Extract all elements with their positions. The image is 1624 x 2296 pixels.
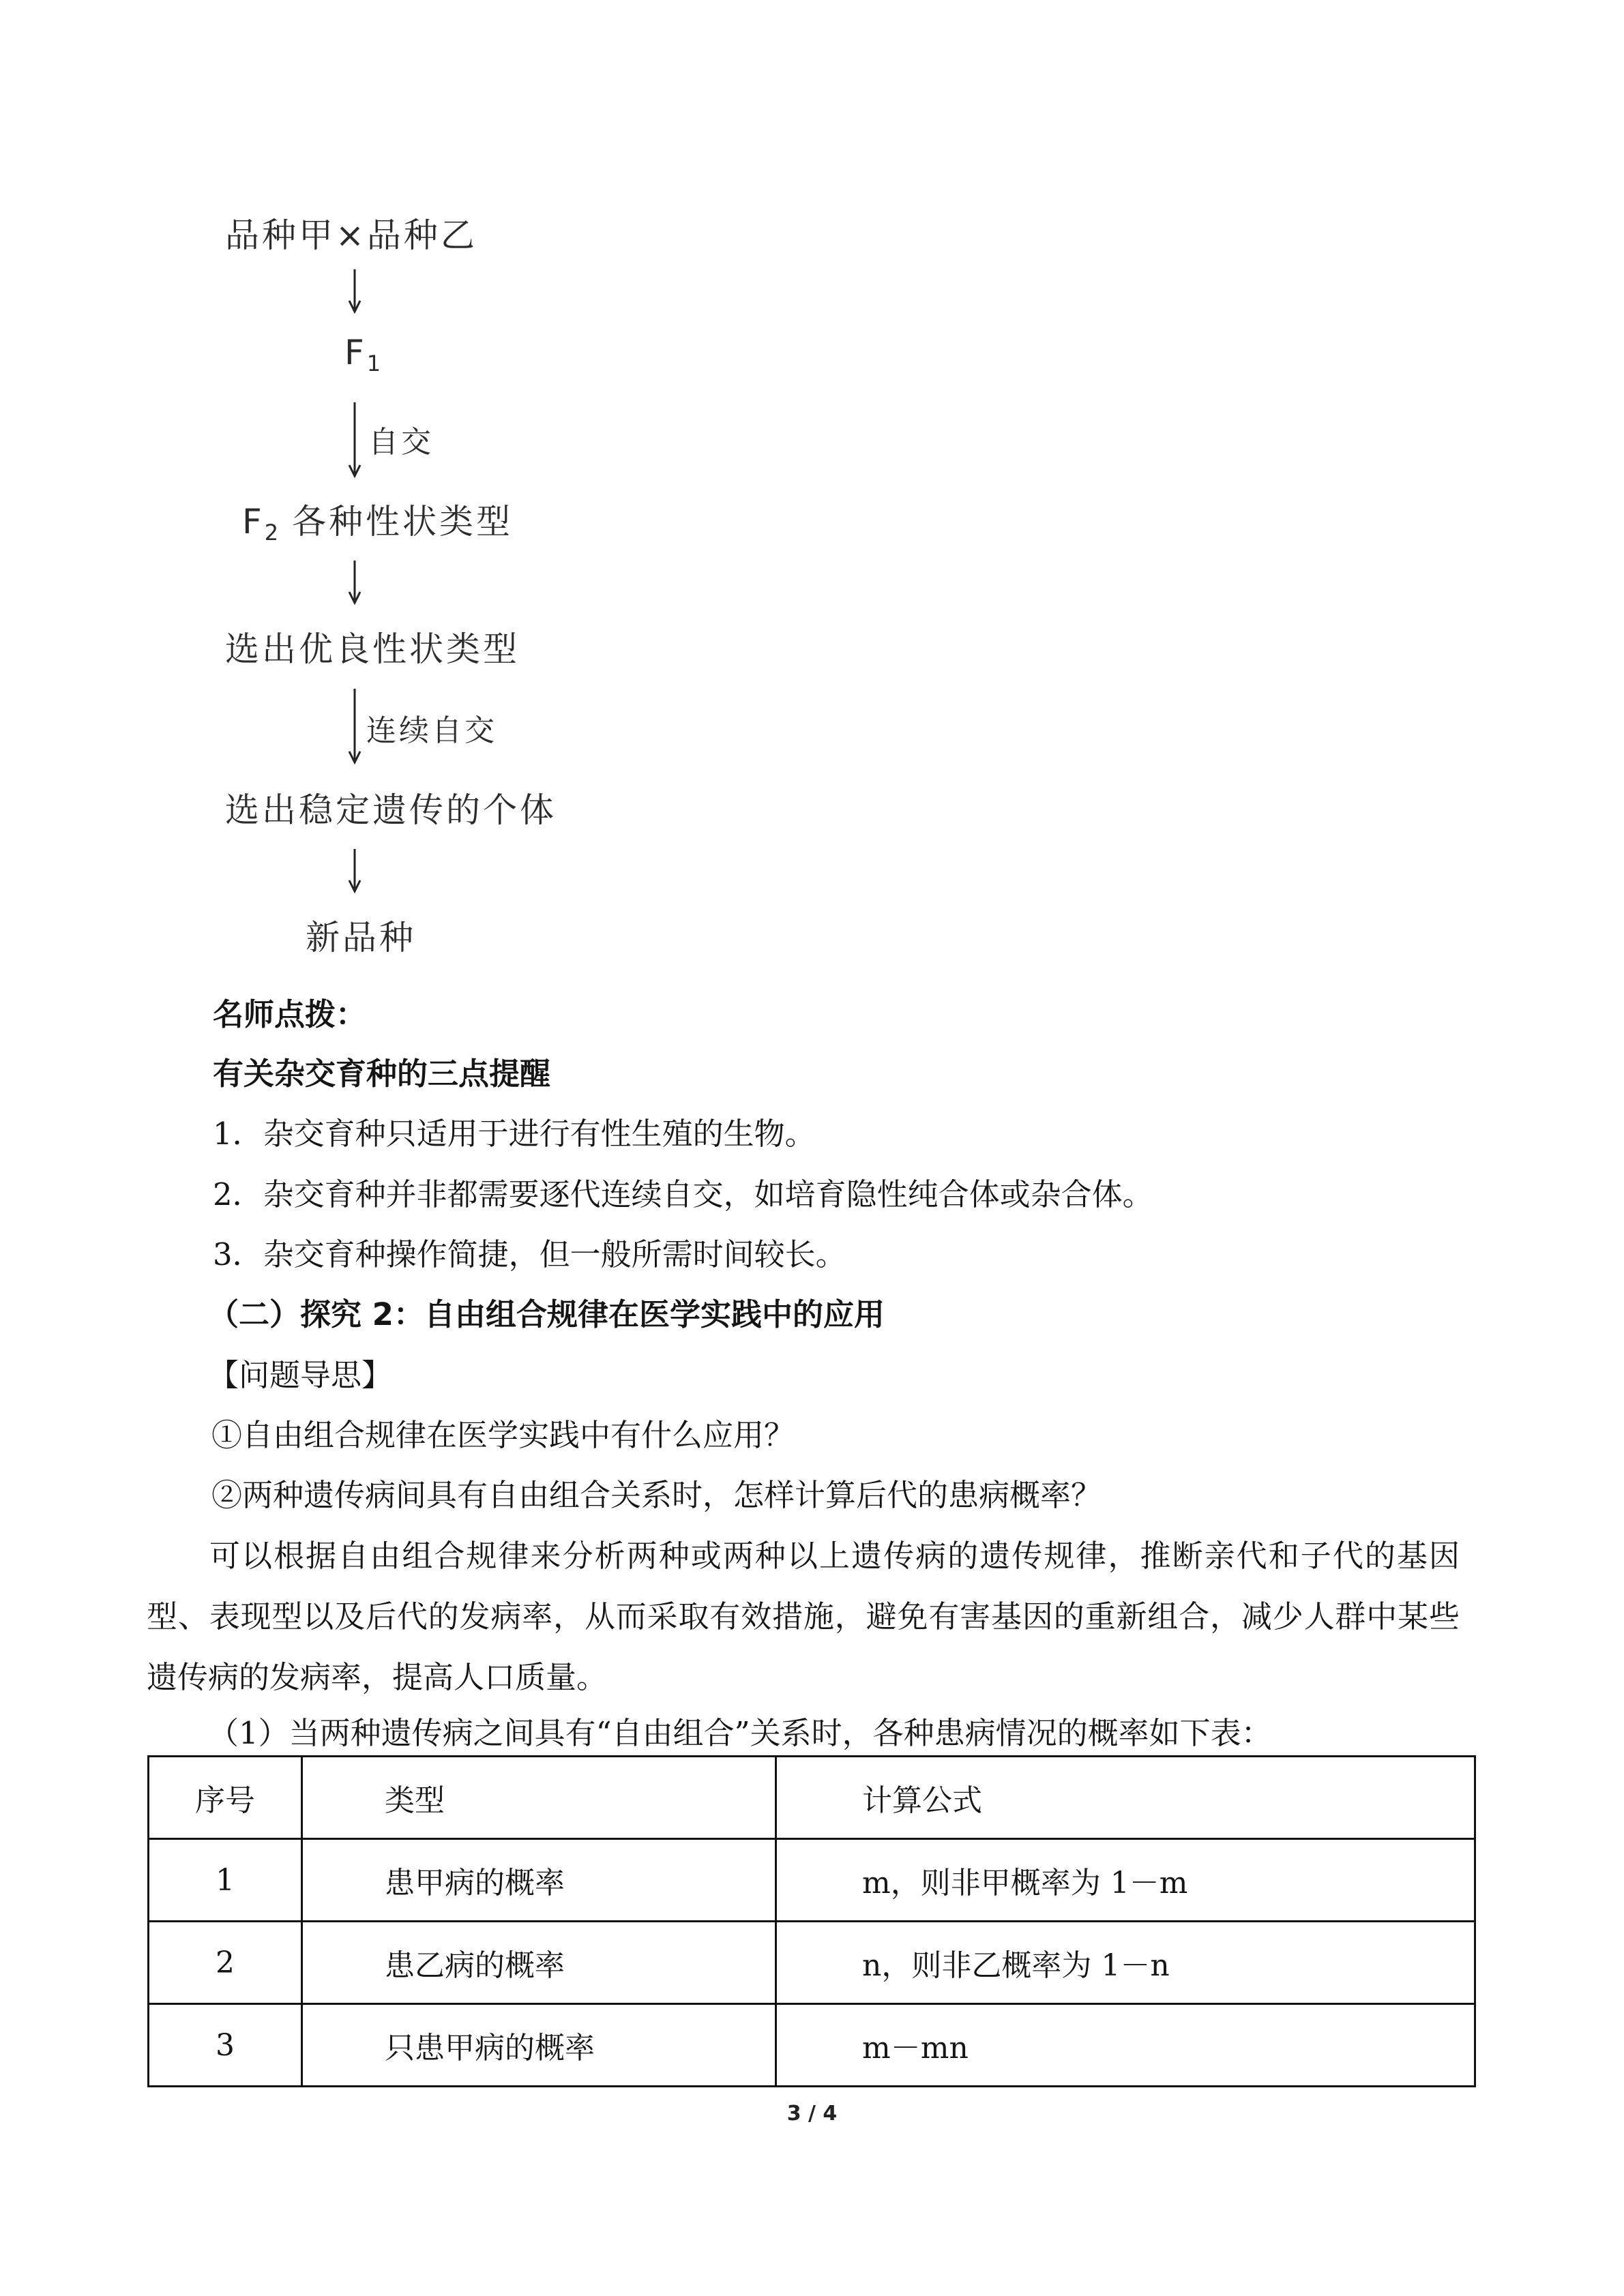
tips-subheading: 有关杂交育种的三点提醒 <box>213 1056 551 1092</box>
flow-select-stable: 选出稳定遗传的个体 <box>225 790 557 830</box>
header-index: 序号 <box>149 1757 302 1839</box>
explanation-paragraph: 可以根据自由组合规律来分析两种或两种以上遗传病的遗传规律，推断亲代和子代的基因型、表现型以及后代的发病率，从而采取有效措施，避免有害基因的重新组合，减少人群中某些遗传病的发病率，提高人口质量。 <box>147 1538 1460 1695</box>
cell-index: 3 <box>149 2004 302 2087</box>
flow-select-superior: 选出优良性状类型 <box>225 629 520 669</box>
header-formula: 计算公式 <box>776 1757 1475 1839</box>
cell-type: 患甲病的概率 <box>302 1839 776 1922</box>
down-arrow-icon <box>341 689 368 764</box>
f2-subscript: 2 <box>264 520 279 546</box>
cell-formula: m，则非甲概率为 1－m <box>776 1839 1475 1922</box>
question-guide-heading: 【问题导思】 <box>208 1357 393 1393</box>
table-row <box>149 1922 1475 2004</box>
f2-text: 各种性状类型 <box>278 502 514 541</box>
probability-table <box>147 1755 1476 2087</box>
down-arrow-icon <box>341 269 368 313</box>
table-row <box>149 1839 1475 1922</box>
tip-item-1: 1．杂交育种只适用于进行有性生殖的生物。 <box>213 1116 816 1152</box>
table-row <box>149 2004 1475 2087</box>
table-intro: （1）当两种遗传病之间具有“自由组合”关系时，各种患病情况的概率如下表： <box>208 1715 1272 1751</box>
flow-f2 <box>242 494 513 546</box>
page-number: 3 / 4 <box>786 2102 838 2126</box>
cell-type: 只患甲病的概率 <box>302 2004 776 2087</box>
tip-item-3: 3．杂交育种操作简捷，但一般所需时间较长。 <box>213 1236 846 1272</box>
guide-question-2: ②两种遗传病间具有自由组合关系时，怎样计算后代的患病概率？ <box>211 1477 1102 1513</box>
f1-letter: F <box>344 333 367 372</box>
flow-step-selfing: 自交 <box>368 425 434 460</box>
f1-subscript: 1 <box>366 351 381 376</box>
tips-heading: 名师点拨： <box>213 996 367 1032</box>
guide-question-1: ①自由组合规律在医学实践中有什么应用？ <box>211 1417 795 1453</box>
cell-formula: m－mn <box>776 2004 1475 2087</box>
section-title: （二）探究 2：自由组合规律在医学实践中的应用 <box>208 1296 885 1332</box>
flow-cross: 品种甲×品种乙 <box>225 215 477 255</box>
flow-step-continuous-selfing: 连续自交 <box>366 713 497 748</box>
down-arrow-icon <box>341 561 368 604</box>
cell-formula: n，则非乙概率为 1－n <box>776 1922 1475 2004</box>
flow-new-variety: 新品种 <box>306 918 416 957</box>
table-header-row <box>149 1757 1475 1839</box>
cell-index: 2 <box>149 1922 302 2004</box>
header-type: 类型 <box>302 1757 776 1839</box>
tip-item-2: 2．杂交育种并非都需要逐代连续自交，如培育隐性纯合体或杂合体。 <box>213 1176 1153 1212</box>
f2-letter: F <box>242 502 265 541</box>
cell-index: 1 <box>149 1839 302 1922</box>
down-arrow-icon <box>341 849 368 893</box>
down-arrow-icon <box>341 402 368 477</box>
flow-f1 <box>344 333 381 376</box>
cell-type: 患乙病的概率 <box>302 1922 776 2004</box>
